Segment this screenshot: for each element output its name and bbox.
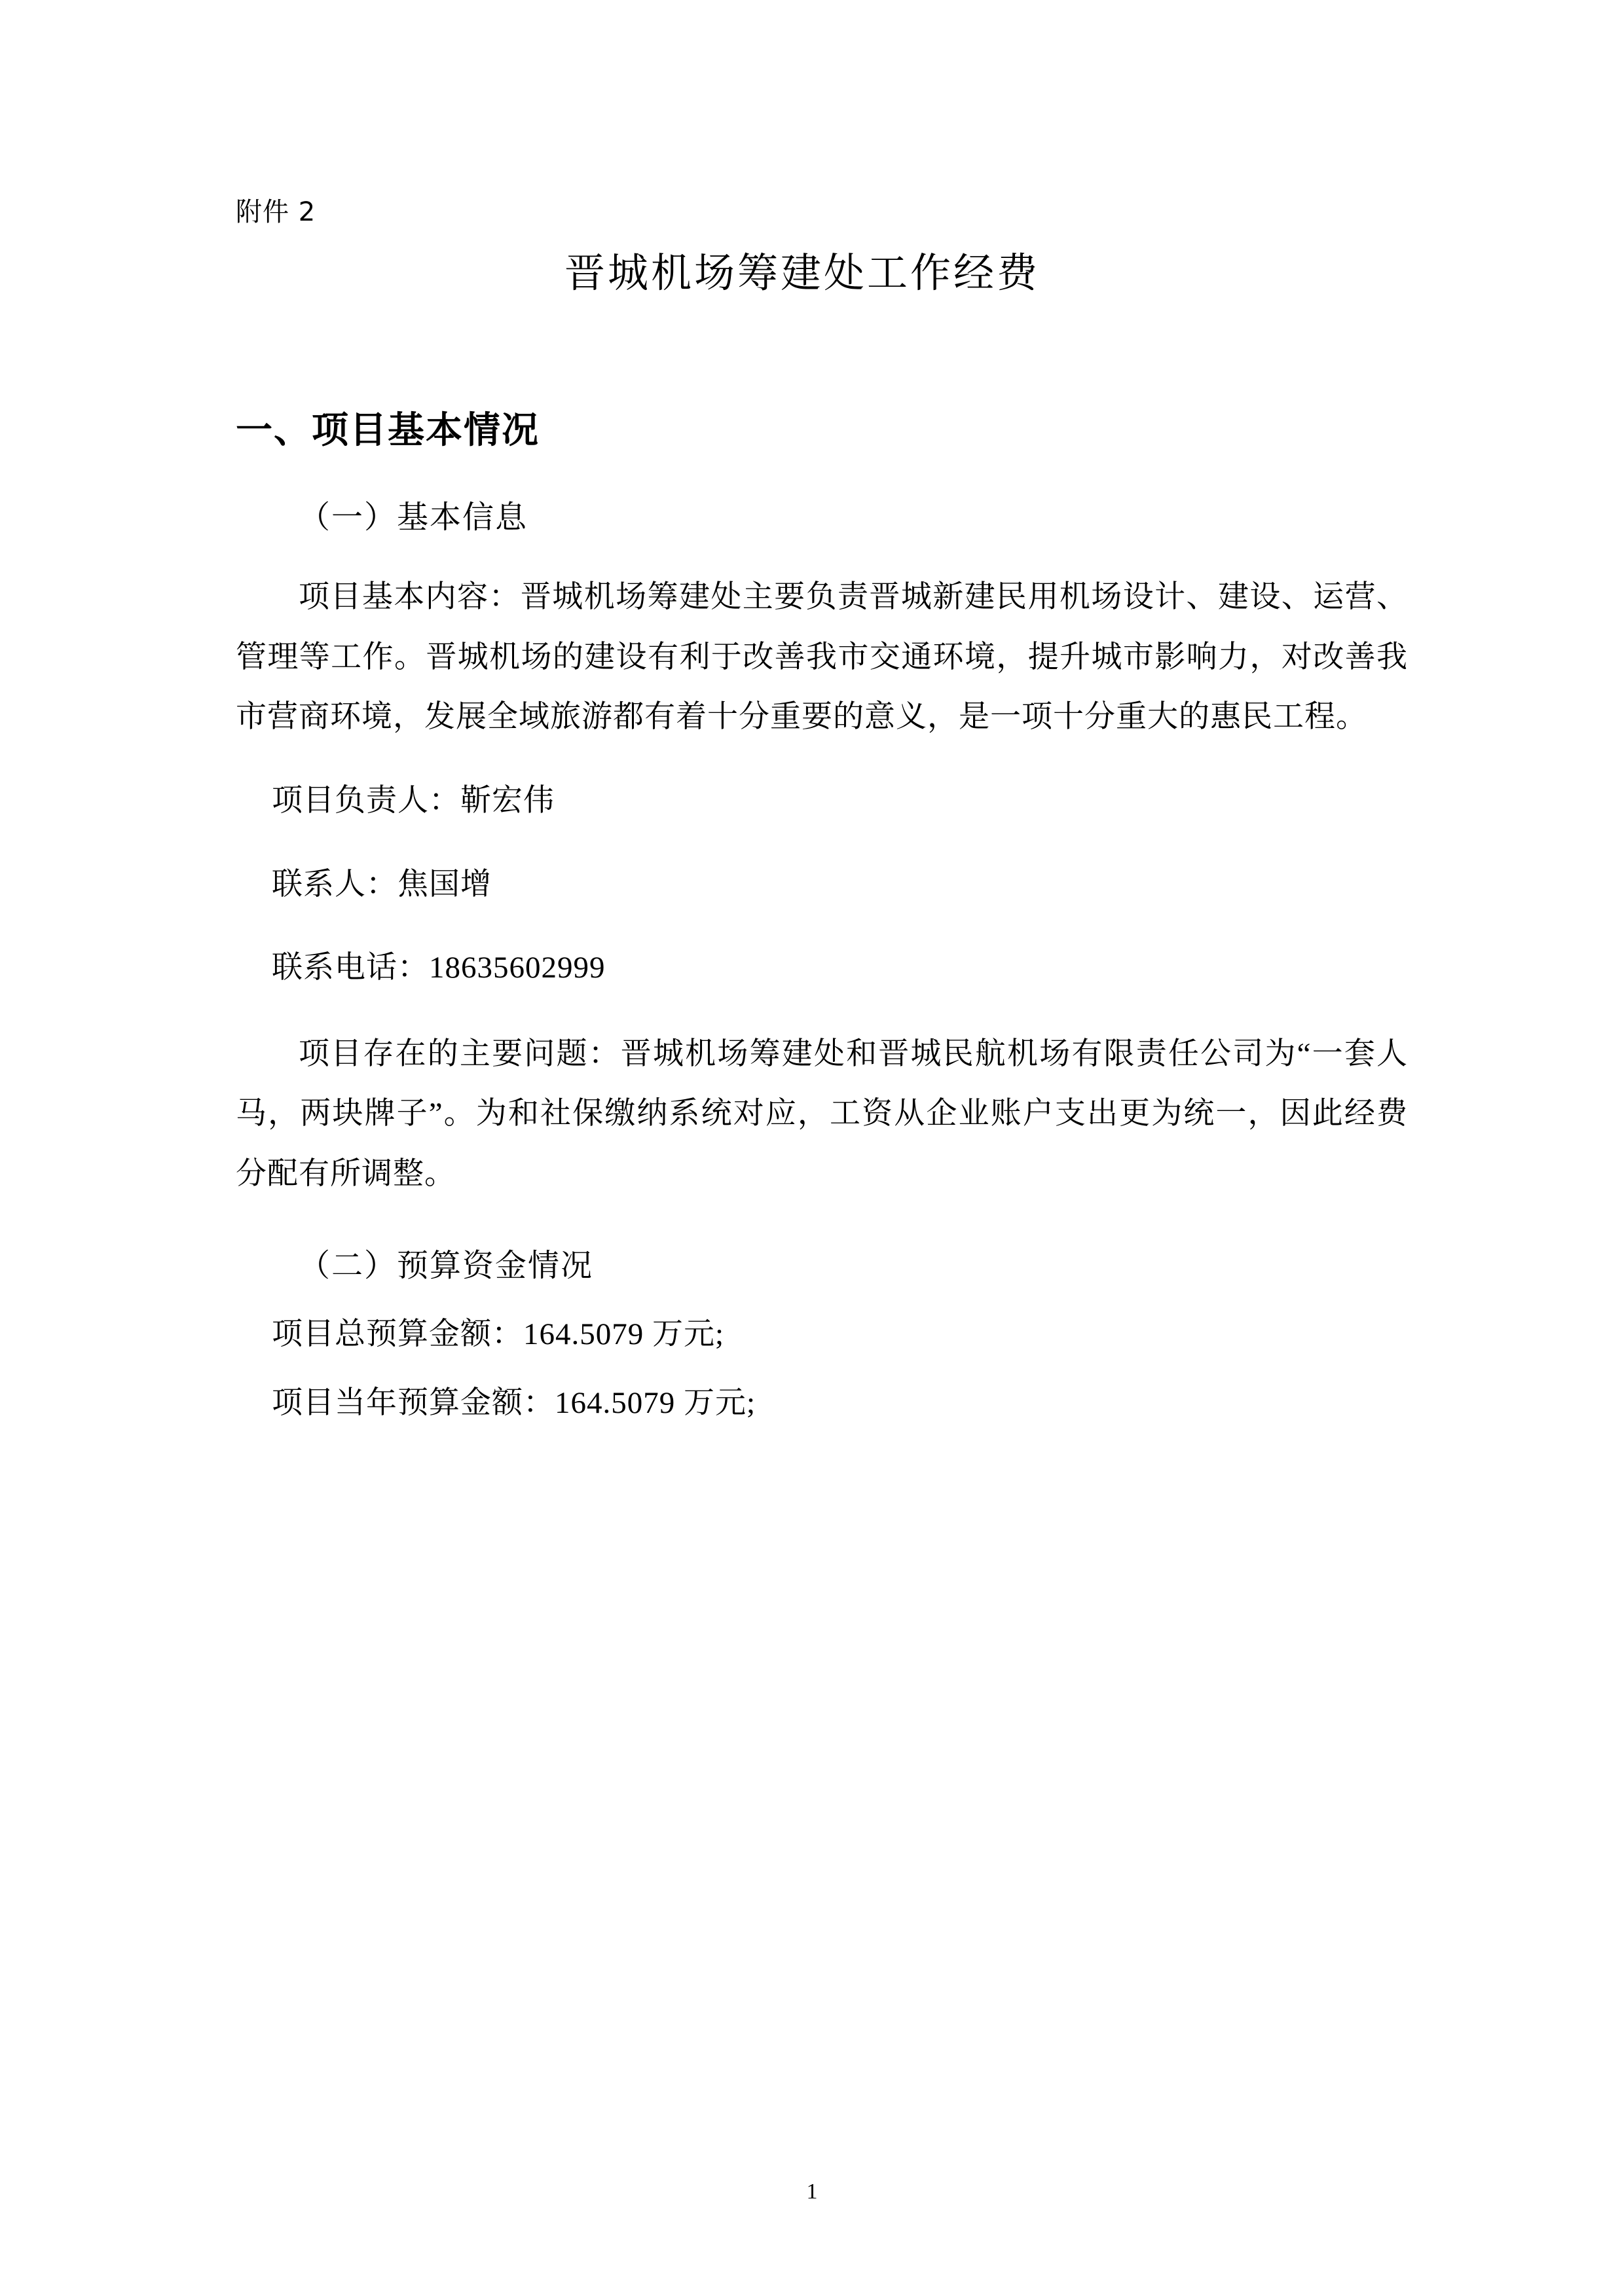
subsection-heading-1-1: （一）基本信息 [299,500,528,535]
project-leader-line: 项目负责人：靳宏伟 [272,783,555,818]
contact-person-line: 联系人：焦国增 [272,867,492,902]
total-budget-line: 项目总预算金额：164.5079 万元; [272,1317,725,1351]
subsection-heading-1-2: （二）预算资金情况 [299,1248,594,1283]
attachment-label: 附件 2 [236,197,316,227]
project-problem-paragraph: 项目存在的主要问题：晋城机场筹建处和晋城民航机场有限责任公司为“一套人马，两块牌子”。为和社保缴纳系统对应，工资从企业账户支出更为统一，因此经费分配有所调整。 [236,1036,1408,1192]
year-budget-line: 项目当年预算金额：164.5079 万元; [272,1385,756,1420]
project-content-paragraph: 项目基本内容：晋城机场筹建处主要负责晋城新建民用机场设计、建设、运营、管理等工作。晋城机场的建设有利于改善我市交通环境，提升城市影响力，对改善我市营商环境，发展全域旅游都有着十分重要的意义，是一项十分重大的惠民工程。 [236,579,1408,735]
page-title: 晋城机场筹建处工作经费 [564,251,1040,296]
contact-phone-line: 联系电话：18635602999 [272,951,606,985]
section-heading-1: 一、项目基本情况 [236,409,540,452]
page-number: 1 [806,2179,818,2204]
